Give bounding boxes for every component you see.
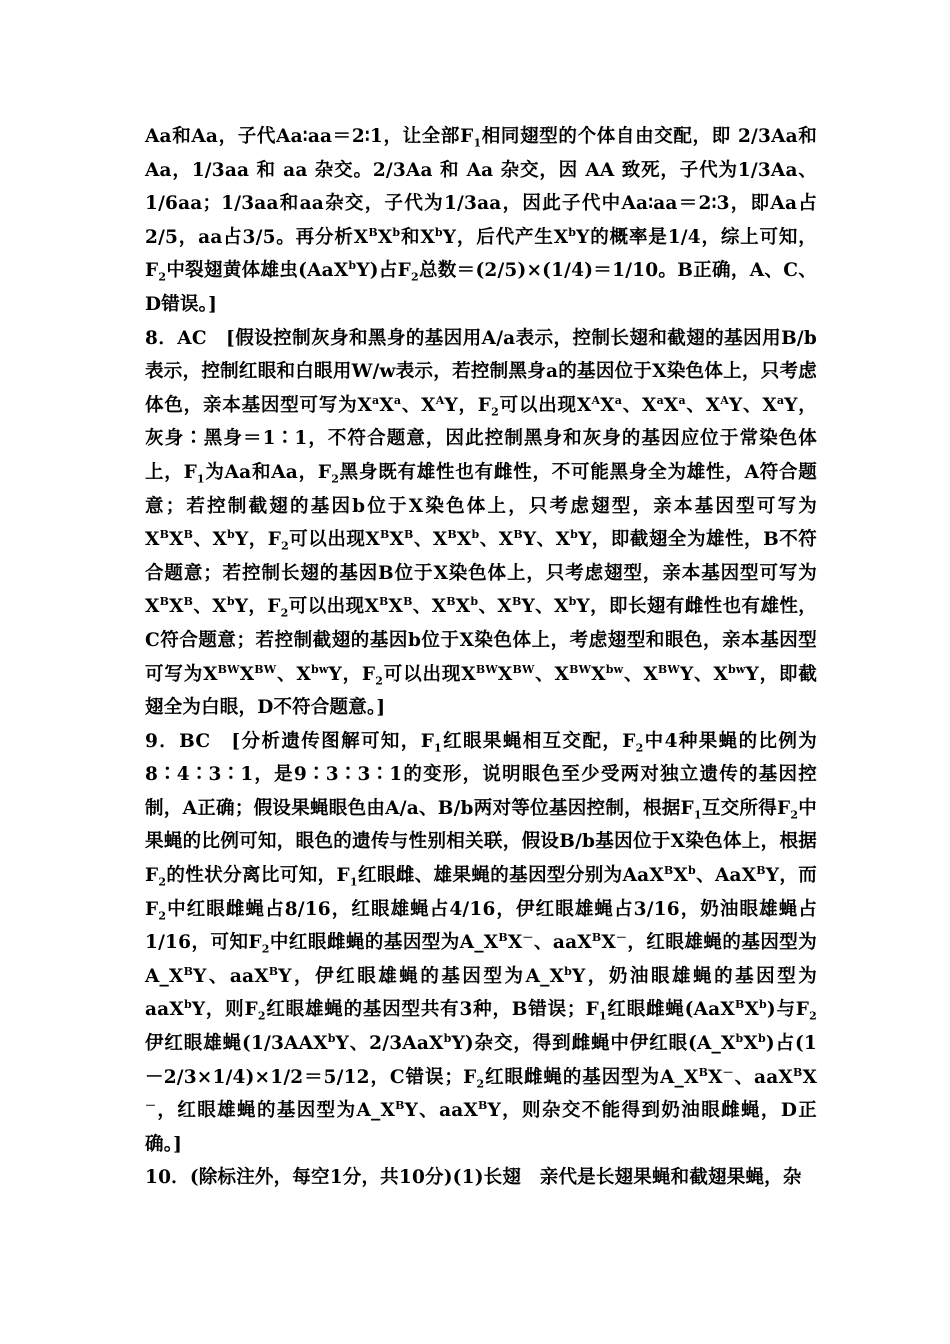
- answer-text-page: [145, 120, 817, 1195]
- answer-8: 8．AC [假设控制灰身和黑身的基因用A/a表示，控制长翅和截翅的基因用B/b表示，控制红眼和白眼用W/w表示，若控制黑身a的基因位于X染色体上，只考虑体色，亲本基因型可写为$X^aX^a$、$X^AY$，$F_2$可以出现$X^AX^a$、$X^aX^a$、$X^AY$、$X^aY$，灰身∶黑身＝1∶1，不符合题意，因此控制黑身和灰身的基因应位于常染色体上，$F_1$为Aa和Aa，$F_2$黑身既有雄性也有雌性，不可能黑身全为雄性，A符合题意；若控制截翅的基因b位于X染色体上，只考虑翅型，亲本基因型可写为$X^BX^B$、$X^bY$，$F_2$可以出现$X^BX^B$、$X^BX^b$、$X^BY$、$X^bY$，即截翅全为雄性，B不符合题意；若控制长翅的基因B位于X染色体上，只考虑翅型，亲本基因型可写为$X^BX^B$、$X^bY$，$F_2$可以出现$X^BX^B$、$X^BX^b$、$X^BY$、$X^bY$，即长翅有雌性也有雄性，C符合题意；若控制截翅的基因b位于X染色体上，考虑翅型和眼色，亲本基因型可写为$X^{BW}X^{BW}$、$X^{bw}Y$，$F_2$可以出现$X^{BW}X^{BW}$、$X^{BW}X^{bw}$、$X^{BW}Y$、$X^{bw}Y$，即截翅全为白眼，D不符合题意。]: [145, 327, 818, 719]
- answer-9: 9．BC [分析遗传图解可知，$F_1$红眼果蝇相互交配，$F_2$中4种果蝇的比例为8∶4∶3∶1，是9∶3∶3∶1的变形，说明眼色至少受两对独立遗传的基因控制，A正确；假设果蝇眼色由A/a、B/b两对等位基因控制，根据$F_1$互交所得$F_2$中果蝇的比例可知，眼色的遗传与性别相关联，假设B/b基因位于X染色体上，根据$F_2$的性状分离比可知，$F_1$红眼雌、雄果蝇的基因型分别为$AaX^BX^b$、AaX$^B$Y，而$F_2$中红眼雌蝇占8/16，红眼雄蝇占4/16，伊红眼雄蝇占3/16，奶油眼雄蝇占1/16，可知$F_2$中红眼雌蝇的基因型为$A\_X^BX^-$、aaX$^B$X－，红眼雄蝇的基因型为$A\_X^BY$、aaX$^B$Y，伊红眼雄蝇的基因型为$A\_X^bY$，奶油眼雄蝇的基因型为aaX$^b$Y，则$F_2$红眼雄蝇的基因型共有3种，B错误；$F_1$红眼雌蝇$(AaX^BX^b)$与$F_2$伊红眼雄蝇(1/3AAX$^b$Y、2/3AaX$^b$Y)杂交，得到雌蝇中伊红眼$(A\_X^bX^b)$占(1－2/3×1/4)×1/2＝5/12，C错误；$F_2$红眼雌蝇的基因型为$A\_X^BX^-$、aaX$^B$X－，红眼雄蝇的基因型为$A\_X^BY$、aaX$^B$Y，则杂交不能得到奶油眼雌蝇，D正确。]: [145, 730, 818, 1155]
- paragraph-7-continuation: Aa和Aa，子代Aa∶aa＝2∶1，让全部$F_1$相同翅型的个体自由交配，即 2/3Aa和 Aa，1/3aa 和 aa 杂交。2/3Aa 和 Aa 杂交，因 AA 致死，子代为1/3Aa、1/6aa；1/3aa和aa杂交，子代为1/3aa，因此子代中Aa∶aa＝2∶3，即Aa占2/5，aa占3/5。再分析$X^BX^b$和$X^bY$，后代产生$X^bY$的概率是1/4，综上可知，$F_2$中裂翅黄体雄虫(AaX$^b$Y)占$F_2$总数＝(2/5)×(1/4)＝1/10。B正确，A、C、D错误。]: [145, 126, 817, 315]
- answer-10: 10．(除标注外，每空1分，共10分)(1)长翅 亲代是长翅果蝇和截翅果蝇，杂: [145, 1167, 802, 1189]
